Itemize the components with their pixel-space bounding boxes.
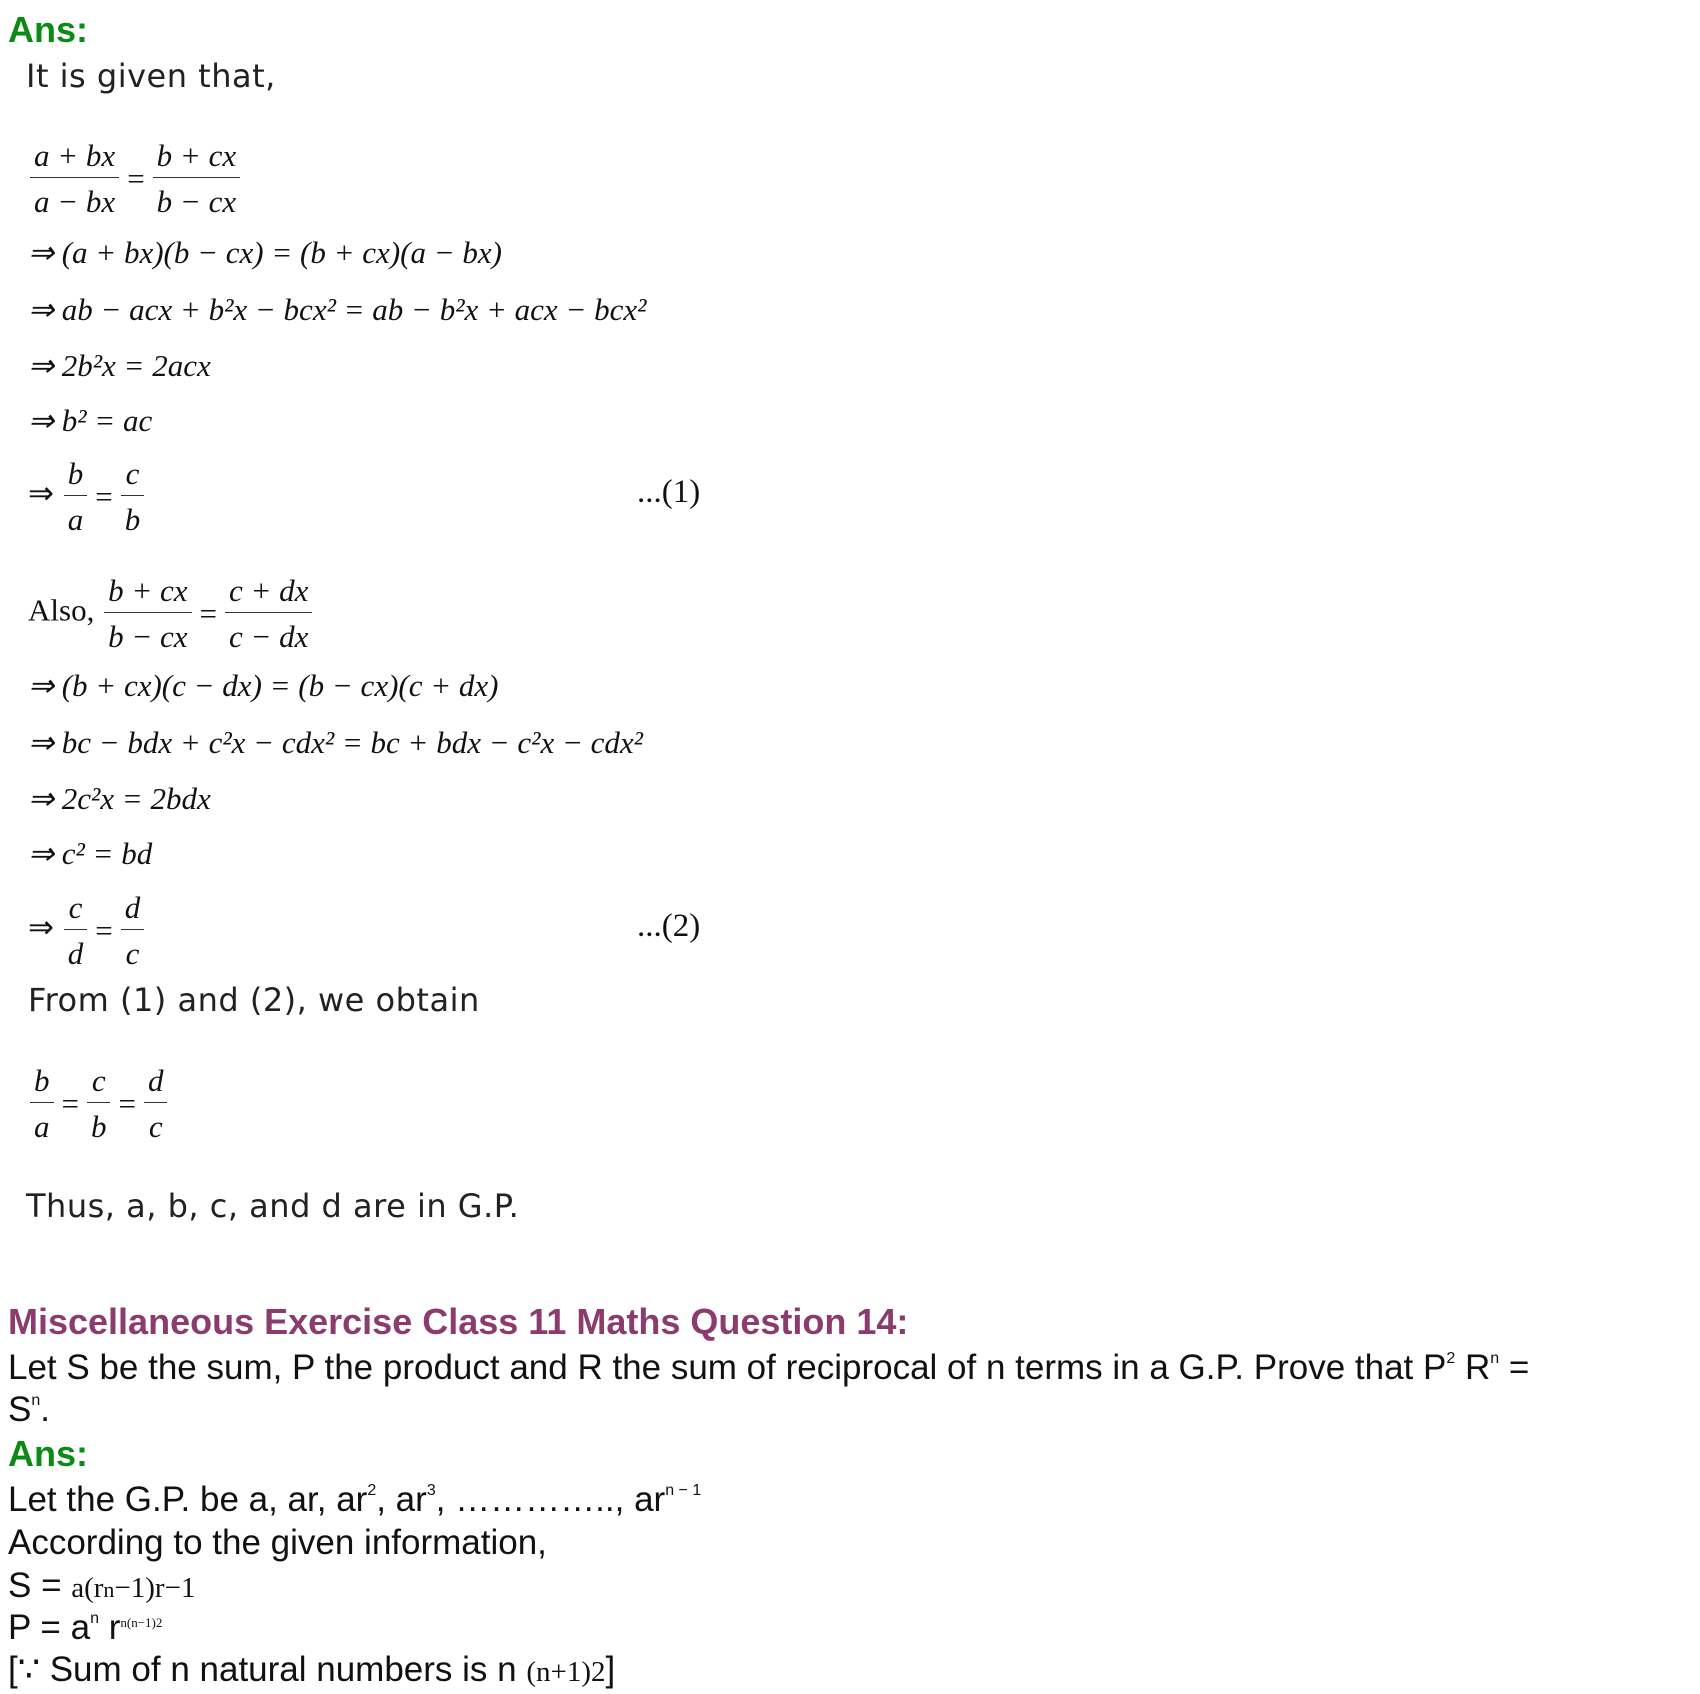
fraction: $\frac{b + cx}{b - cx}$ [104, 575, 191, 652]
derivation-step-ratio: ⇒ $\frac{c}{d}$ = $\frac{d}{c}$ [28, 892, 146, 969]
fraction: $\frac{c}{d}$ [64, 892, 88, 969]
fraction: $\frac{c}{b}$ [87, 1065, 111, 1142]
from-text: From (1) and (2), we obtain [28, 981, 480, 1019]
conclusion-text: Thus, a, b, c, and d are in G.P. [26, 1187, 520, 1225]
derivation-step: ⇒ c² = bd [28, 836, 153, 871]
derivation-step: ⇒ b² = ac [28, 403, 153, 438]
fraction: $\frac{c}{b}$ [121, 458, 145, 535]
fraction: $\frac{c + dx}{c - dx}$ [225, 575, 312, 652]
fraction: $\frac{b}{a}$ [30, 1065, 54, 1142]
derivation-step: ⇒ 2b²x = 2acx [28, 348, 211, 383]
answer-line-s: S = a(rn−1)r−1 [8, 1566, 196, 1605]
fraction: $\frac{d}{c}$ [144, 1065, 168, 1142]
fraction: $\frac{b}{a}$ [64, 458, 88, 535]
derivation-step: ⇒ (b + cx)(c − dx) = (b − cx)(c + dx) [28, 668, 499, 703]
question-text-line1: Let S be the sum, P the product and R the sum of reciprocal of n terms in a G.P. Prove that $P^2$ $R^n$ = [8, 1348, 1530, 1387]
derivation-step: ⇒ 2c²x = 2bdx [28, 781, 211, 816]
answer-line-sum-note: [∵ Sum of n natural numbers is n (n+1)2] [8, 1650, 616, 1689]
answer-line-gp: Let the G.P. be a, ar, $ar^2$, $ar^3$, ………….., $ar^{n - 1}$ [8, 1480, 702, 1519]
final-ratio: $\frac{b}{a}$ = $\frac{c}{b}$ = $\frac{d}{c}$ [28, 1065, 169, 1142]
fraction: $\frac{a + bx}{a - bx}$ [30, 140, 119, 217]
question-text-line2: $S^n$. [8, 1390, 50, 1429]
equation-given-1: $\frac{a + bx}{a - bx}$ = $\frac{b + cx}{b - cx}$ [28, 140, 242, 217]
answer-line-info: According to the given information, [8, 1523, 547, 1562]
equation-given-2: Also, $\frac{b + cx}{b - cx}$ = $\frac{c + dx}{c - dx}$ [28, 575, 314, 652]
answer-label: Ans: [8, 9, 88, 50]
fraction: $\frac{b + cx}{b - cx}$ [153, 140, 240, 217]
equation-reference: ...(1) [637, 474, 701, 510]
question-title: Miscellaneous Exercise Class 11 Maths Question 14: [8, 1301, 909, 1342]
equation-reference: ...(2) [637, 908, 701, 944]
fraction: $\frac{d}{c}$ [121, 892, 145, 969]
derivation-step: ⇒ (a + bx)(b − cx) = (b + cx)(a − bx) [28, 235, 502, 270]
derivation-step-ratio: ⇒ $\frac{b}{a}$ = $\frac{c}{b}$ [28, 458, 146, 535]
intro-text: It is given that, [26, 57, 276, 95]
answer-label: Ans: [8, 1433, 88, 1474]
derivation-step: ⇒ ab − acx + b²x − bcx² = ab − b²x + acx − bcx² [28, 292, 647, 327]
derivation-step: ⇒ bc − bdx + c²x − cdx² = bc + bdx − c²x − cdx² [28, 725, 643, 760]
answer-line-p: $P = a^n$ $r^{n(n-1)2}$ [8, 1608, 163, 1647]
